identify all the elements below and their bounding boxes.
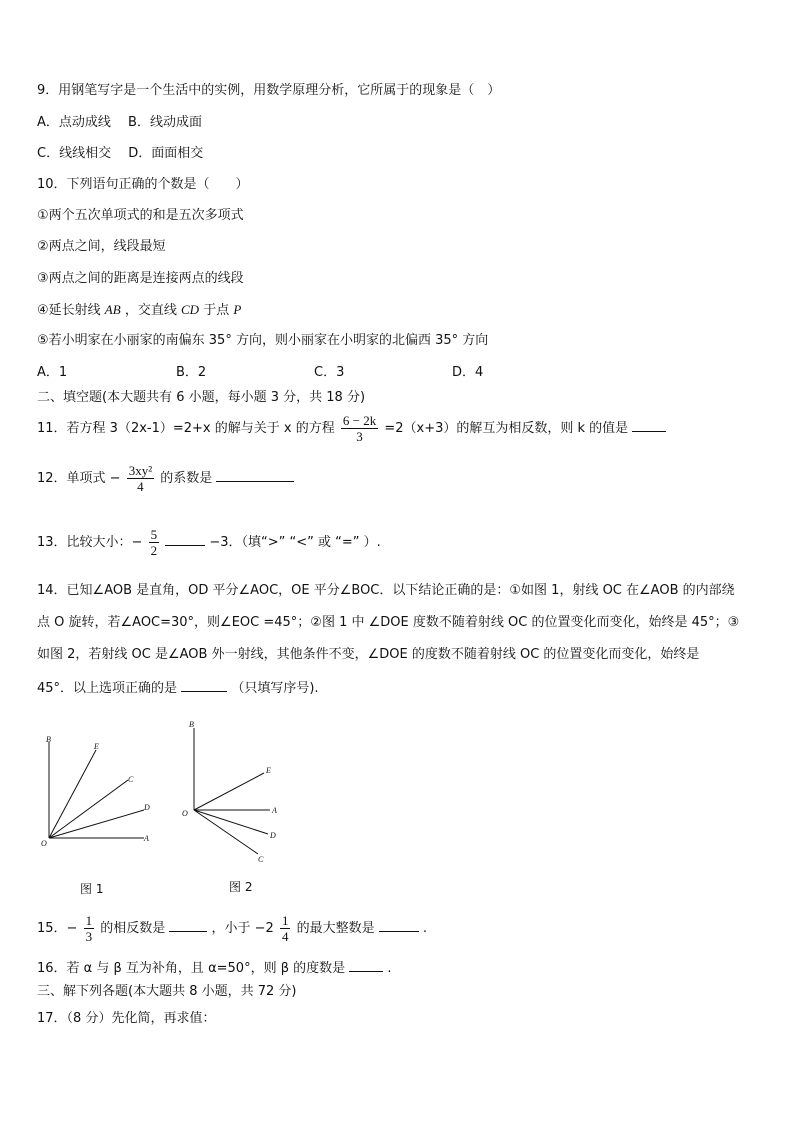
fig1-ray-oe — [49, 750, 96, 838]
q16-text: 16．若 α 与 β 互为补角，且 α=50°，则 β 的度数是 — [37, 961, 346, 976]
q10-s4-pre: ④延长射线 — [37, 303, 101, 318]
fig2-label-d: D — [270, 831, 276, 840]
q10-statement-2: ②两点之间，线段最短 — [37, 239, 166, 254]
fig1-label-b: B — [46, 735, 51, 744]
q15-fraction-1-num: 1 — [85, 913, 93, 928]
q12-post: 的系数是 — [160, 471, 213, 486]
q10-option-a: A．1 — [37, 365, 68, 380]
fig2-ray-oe — [194, 773, 264, 810]
q10-statement-4 — [37, 301, 241, 320]
q16-answer-blank[interactable] — [349, 957, 383, 972]
q14-line-4 — [37, 677, 319, 698]
q15-mid: 的相反数是 — [100, 921, 166, 936]
fig2-ray-od — [194, 810, 268, 834]
q15-fraction-1 — [84, 913, 95, 944]
q10-statement-3: ③两点之间的距离是连接两点的线段 — [37, 271, 244, 286]
fig1-ray-od — [49, 810, 144, 838]
q15-fraction-2 — [280, 913, 291, 944]
q14-l4-post: （只填写序号). — [231, 681, 319, 696]
q14-l4-pre: 45°．以上选项正确的是 — [37, 681, 178, 696]
q10-statement-1: ①两个五次单项式的和是五次多项式 — [37, 208, 244, 223]
q15-fraction-2-den: 4 — [281, 929, 289, 944]
q15-answer-blank-2[interactable] — [379, 917, 419, 932]
q9-options-ab: A．点动成线 B．线动成面 — [37, 115, 202, 130]
fig1-label-e: E — [94, 742, 99, 751]
figure-2 — [178, 716, 288, 866]
q13-pre: 13．比较大小：− — [37, 535, 143, 550]
section-2-heading: 二、填空题(本大题共有 6 小题，每小题 3 分，共 18 分) — [37, 390, 366, 405]
q10-option-d: D．4 — [452, 365, 484, 380]
q11-fraction-num: 6 − 2k — [342, 413, 377, 428]
q12 — [37, 462, 294, 496]
figure-1 — [36, 730, 160, 850]
figure-1-caption: 图 1 — [80, 882, 104, 896]
fig2-label-a: A — [272, 806, 277, 815]
q10-s4-cd: CD — [180, 302, 200, 317]
q15-answer-blank-1[interactable] — [169, 917, 207, 932]
fig1-label-d: D — [144, 803, 150, 812]
figure-2-caption: 图 2 — [229, 880, 253, 894]
q11 — [37, 412, 666, 446]
q11-fraction — [341, 413, 378, 444]
q12-answer-blank[interactable] — [216, 467, 294, 482]
q12-fraction — [127, 463, 154, 494]
fig1-ray-oc — [49, 780, 128, 838]
q10-s4-mid: ，交直线 — [124, 303, 177, 318]
fig2-ray-oc — [194, 810, 258, 854]
q17: 17．（8 分）先化简，再求值： — [37, 1011, 216, 1026]
q16 — [37, 957, 392, 978]
q15-fraction-1-den: 3 — [85, 929, 93, 944]
q15-post: 的最大整数是 — [296, 921, 375, 936]
section-3-heading: 三、解下列各题(本大题共 8 小题，共 72 分) — [37, 984, 297, 999]
fig2-label-e: E — [266, 766, 271, 775]
fig2-label-c: C — [258, 855, 264, 864]
q15-pre: 15．− — [37, 921, 78, 936]
q16-end: . — [387, 961, 392, 976]
q11-pre: 11．若方程 3（2x-1）=2+x 的解与关于 x 的方程 — [37, 421, 335, 436]
fig1-label-c: C — [128, 775, 134, 784]
fig2-label-b: B — [189, 720, 194, 729]
q12-fraction-num: 3xy² — [128, 463, 153, 478]
q10-stem: 10．下列语句正确的个数是（ ） — [37, 177, 249, 192]
q11-fraction-den: 3 — [356, 429, 363, 444]
q15 — [37, 912, 427, 946]
q15-mid2: ，小于 −2 — [211, 921, 274, 936]
q14-line-2: 点 O 旋转，若∠AOC=30°，则∠EOC =45°；②图 1 中 ∠DOE 度数不随着射线 OC 的位置变化而变化，始终是 45°；③ — [37, 615, 740, 630]
q15-fraction-2-num: 1 — [281, 913, 289, 928]
q13-fraction-den: 2 — [150, 543, 158, 558]
q15-end: . — [422, 921, 428, 936]
q14-line-3: 如图 2，若射线 OC 是∠AOB 外一射线，其他条件不变，∠DOE 的度数不随着射线 OC 的位置变化而变化，始终是 — [37, 647, 700, 662]
fig1-label-o: O — [41, 839, 47, 848]
q12-fraction-den: 4 — [137, 479, 144, 494]
q13-answer-blank[interactable] — [165, 531, 205, 546]
fig1-label-a: A — [144, 834, 149, 843]
q9-options-cd: C．线线相交 D．面面相交 — [37, 146, 204, 161]
q9-stem: 9．用钢笔写字是一个生活中的实例，用数学原理分析，它所属于的现象是（ ） — [37, 83, 501, 98]
q13 — [37, 526, 381, 560]
q10-statement-5: ⑤若小明家在小丽家的南偏东 35° 方向，则小丽家在小明家的北偏西 35° 方向 — [37, 333, 489, 348]
q10-option-b: B．2 — [176, 365, 207, 380]
q10-s4-ab: AB — [104, 302, 121, 317]
q10-s4-p: P — [233, 302, 242, 317]
q13-mid: −3．（填“>” “<” 或 “=” ）. — [209, 535, 381, 550]
fig2-label-o: O — [182, 809, 188, 818]
q11-post: =2（x+3）的解互为相反数，则 k 的值是 — [384, 421, 629, 436]
q10-s4-post: 于点 — [203, 303, 230, 318]
q13-fraction-num: 5 — [150, 527, 158, 542]
q14-answer-blank[interactable] — [181, 677, 227, 692]
q13-fraction — [149, 527, 160, 558]
q12-pre: 12．单项式 − — [37, 471, 121, 486]
q14-line-1: 14．已知∠AOB 是直角，OD 平分∠AOC，OE 平分∠BOC．以下结论正确的是：①如图 1，射线 OC 在∠AOB 的内部绕 — [37, 583, 735, 598]
q11-answer-blank[interactable] — [632, 417, 666, 432]
q10-option-c: C．3 — [314, 365, 345, 380]
